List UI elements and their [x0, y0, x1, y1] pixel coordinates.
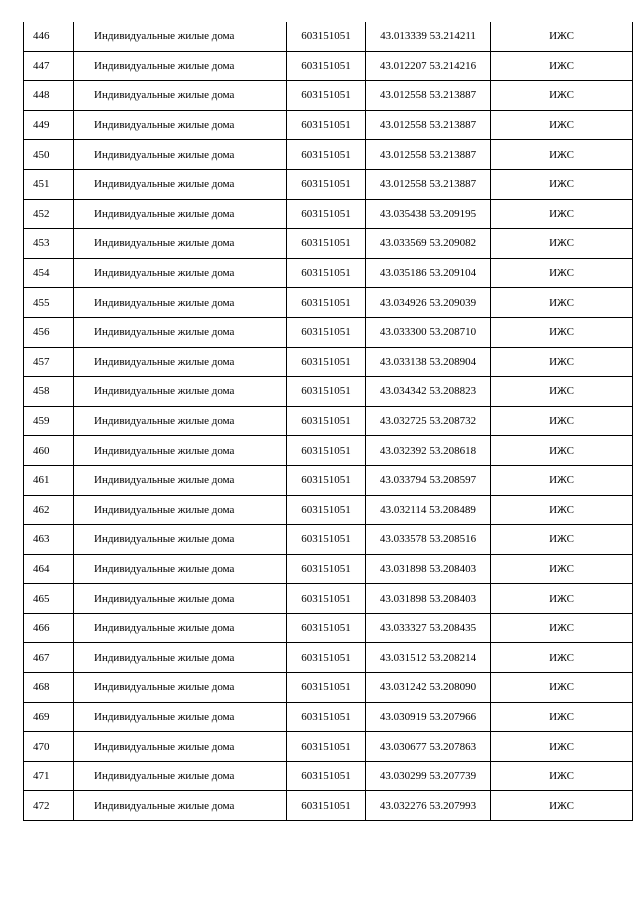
row-number: 459: [24, 406, 74, 436]
row-number: 464: [24, 554, 74, 584]
object-name: Индивидуальные жилые дома: [74, 436, 287, 466]
oktmo-code: 603151051: [287, 584, 366, 614]
coordinates: 43.012207 53.214216: [366, 51, 491, 81]
row-number: 452: [24, 199, 74, 229]
coordinates: 43.031512 53.208214: [366, 643, 491, 673]
row-number: 457: [24, 347, 74, 377]
object-type: ИЖС: [491, 229, 633, 259]
object-name: Индивидуальные жилые дома: [74, 525, 287, 555]
row-number: 470: [24, 732, 74, 762]
row-number: 462: [24, 495, 74, 525]
table-row: [24, 702, 633, 732]
object-type: ИЖС: [491, 199, 633, 229]
object-name: Индивидуальные жилые дома: [74, 110, 287, 140]
coordinates: 43.013339 53.214211: [366, 22, 491, 51]
table-row: [24, 199, 633, 229]
coordinates: 43.030919 53.207966: [366, 702, 491, 732]
table-row: [24, 495, 633, 525]
coordinates: 43.032114 53.208489: [366, 495, 491, 525]
oktmo-code: 603151051: [287, 525, 366, 555]
row-number: 446: [24, 22, 74, 51]
coordinates: 43.033794 53.208597: [366, 465, 491, 495]
object-name: Индивидуальные жилые дома: [74, 347, 287, 377]
oktmo-code: 603151051: [287, 81, 366, 111]
row-number: 465: [24, 584, 74, 614]
row-number: 460: [24, 436, 74, 466]
oktmo-code: 603151051: [287, 258, 366, 288]
oktmo-code: 603151051: [287, 51, 366, 81]
oktmo-code: 603151051: [287, 613, 366, 643]
coordinates: 43.033300 53.208710: [366, 317, 491, 347]
object-name: Индивидуальные жилые дома: [74, 288, 287, 318]
table-row: [24, 406, 633, 436]
object-name: Индивидуальные жилые дома: [74, 406, 287, 436]
coordinates: 43.012558 53.213887: [366, 140, 491, 170]
object-type: ИЖС: [491, 465, 633, 495]
table-row: [24, 584, 633, 614]
table-row: [24, 525, 633, 555]
row-number: 455: [24, 288, 74, 318]
object-name: Индивидуальные жилые дома: [74, 732, 287, 762]
object-type: ИЖС: [491, 436, 633, 466]
object-type: ИЖС: [491, 643, 633, 673]
coordinates: 43.012558 53.213887: [366, 169, 491, 199]
table-row: [24, 140, 633, 170]
object-name: Индивидуальные жилые дома: [74, 673, 287, 703]
coordinates: 43.033569 53.209082: [366, 229, 491, 259]
row-number: 453: [24, 229, 74, 259]
coordinates: 43.030299 53.207739: [366, 761, 491, 791]
table-row: [24, 51, 633, 81]
row-number: 456: [24, 317, 74, 347]
object-name: Индивидуальные жилые дома: [74, 258, 287, 288]
object-name: Индивидуальные жилые дома: [74, 613, 287, 643]
oktmo-code: 603151051: [287, 761, 366, 791]
objects-table: [23, 22, 633, 821]
object-type: ИЖС: [491, 347, 633, 377]
coordinates: 43.034926 53.209039: [366, 288, 491, 318]
row-number: 469: [24, 702, 74, 732]
row-number: 447: [24, 51, 74, 81]
coordinates: 43.030677 53.207863: [366, 732, 491, 762]
row-number: 471: [24, 761, 74, 791]
oktmo-code: 603151051: [287, 377, 366, 407]
table-row: [24, 465, 633, 495]
row-number: 448: [24, 81, 74, 111]
table-row: [24, 317, 633, 347]
oktmo-code: 603151051: [287, 732, 366, 762]
coordinates: 43.033138 53.208904: [366, 347, 491, 377]
object-type: ИЖС: [491, 673, 633, 703]
object-name: Индивидуальные жилые дома: [74, 169, 287, 199]
coordinates: 43.031898 53.208403: [366, 554, 491, 584]
table-row: [24, 22, 633, 51]
object-name: Индивидуальные жилые дома: [74, 317, 287, 347]
oktmo-code: 603151051: [287, 465, 366, 495]
table-row: [24, 643, 633, 673]
row-number: 463: [24, 525, 74, 555]
object-type: ИЖС: [491, 110, 633, 140]
object-name: Индивидуальные жилые дома: [74, 229, 287, 259]
coordinates: 43.032276 53.207993: [366, 791, 491, 821]
coordinates: 43.033578 53.208516: [366, 525, 491, 555]
object-type: ИЖС: [491, 22, 633, 51]
table-row: [24, 288, 633, 318]
oktmo-code: 603151051: [287, 702, 366, 732]
row-number: 461: [24, 465, 74, 495]
table-row: [24, 761, 633, 791]
table-row: [24, 169, 633, 199]
oktmo-code: 603151051: [287, 495, 366, 525]
document-page: [23, 22, 633, 821]
oktmo-code: 603151051: [287, 406, 366, 436]
coordinates: 43.035438 53.209195: [366, 199, 491, 229]
row-number: 451: [24, 169, 74, 199]
object-type: ИЖС: [491, 702, 633, 732]
coordinates: 43.032392 53.208618: [366, 436, 491, 466]
row-number: 472: [24, 791, 74, 821]
object-type: ИЖС: [491, 732, 633, 762]
oktmo-code: 603151051: [287, 110, 366, 140]
row-number: 458: [24, 377, 74, 407]
coordinates: 43.012558 53.213887: [366, 110, 491, 140]
object-type: ИЖС: [491, 288, 633, 318]
row-number: 454: [24, 258, 74, 288]
row-number: 467: [24, 643, 74, 673]
object-name: Индивидуальные жилые дома: [74, 199, 287, 229]
object-name: Индивидуальные жилые дома: [74, 761, 287, 791]
oktmo-code: 603151051: [287, 436, 366, 466]
table-row: [24, 673, 633, 703]
oktmo-code: 603151051: [287, 199, 366, 229]
object-name: Индивидуальные жилые дома: [74, 140, 287, 170]
coordinates: 43.032725 53.208732: [366, 406, 491, 436]
object-type: ИЖС: [491, 613, 633, 643]
oktmo-code: 603151051: [287, 22, 366, 51]
table-row: [24, 110, 633, 140]
object-name: Индивидуальные жилые дома: [74, 22, 287, 51]
coordinates: 43.031242 53.208090: [366, 673, 491, 703]
object-name: Индивидуальные жилые дома: [74, 584, 287, 614]
oktmo-code: 603151051: [287, 288, 366, 318]
row-number: 450: [24, 140, 74, 170]
object-name: Индивидуальные жилые дома: [74, 377, 287, 407]
object-type: ИЖС: [491, 51, 633, 81]
object-name: Индивидуальные жилые дома: [74, 643, 287, 673]
coordinates: 43.012558 53.213887: [366, 81, 491, 111]
coordinates: 43.031898 53.208403: [366, 584, 491, 614]
coordinates: 43.034342 53.208823: [366, 377, 491, 407]
object-type: ИЖС: [491, 495, 633, 525]
object-name: Индивидуальные жилые дома: [74, 702, 287, 732]
oktmo-code: 603151051: [287, 673, 366, 703]
object-name: Индивидуальные жилые дома: [74, 465, 287, 495]
coordinates: 43.035186 53.209104: [366, 258, 491, 288]
oktmo-code: 603151051: [287, 347, 366, 377]
oktmo-code: 603151051: [287, 643, 366, 673]
object-type: ИЖС: [491, 554, 633, 584]
oktmo-code: 603151051: [287, 169, 366, 199]
row-number: 449: [24, 110, 74, 140]
object-name: Индивидуальные жилые дома: [74, 554, 287, 584]
table-row: [24, 377, 633, 407]
object-type: ИЖС: [491, 584, 633, 614]
object-name: Индивидуальные жилые дома: [74, 81, 287, 111]
oktmo-code: 603151051: [287, 791, 366, 821]
oktmo-code: 603151051: [287, 229, 366, 259]
table-row: [24, 436, 633, 466]
object-type: ИЖС: [491, 406, 633, 436]
object-type: ИЖС: [491, 169, 633, 199]
table-row: [24, 258, 633, 288]
table-row: [24, 347, 633, 377]
table-row: [24, 732, 633, 762]
object-type: ИЖС: [491, 140, 633, 170]
object-name: Индивидуальные жилые дома: [74, 791, 287, 821]
object-name: Индивидуальные жилые дома: [74, 495, 287, 525]
table-body: [24, 22, 633, 821]
coordinates: 43.033327 53.208435: [366, 613, 491, 643]
object-type: ИЖС: [491, 317, 633, 347]
object-type: ИЖС: [491, 377, 633, 407]
object-type: ИЖС: [491, 525, 633, 555]
object-type: ИЖС: [491, 761, 633, 791]
table-row: [24, 554, 633, 584]
object-type: ИЖС: [491, 81, 633, 111]
oktmo-code: 603151051: [287, 554, 366, 584]
table-row: [24, 791, 633, 821]
object-type: ИЖС: [491, 258, 633, 288]
table-row: [24, 81, 633, 111]
row-number: 466: [24, 613, 74, 643]
object-type: ИЖС: [491, 791, 633, 821]
table-row: [24, 613, 633, 643]
object-name: Индивидуальные жилые дома: [74, 51, 287, 81]
oktmo-code: 603151051: [287, 140, 366, 170]
row-number: 468: [24, 673, 74, 703]
oktmo-code: 603151051: [287, 317, 366, 347]
table-row: [24, 229, 633, 259]
